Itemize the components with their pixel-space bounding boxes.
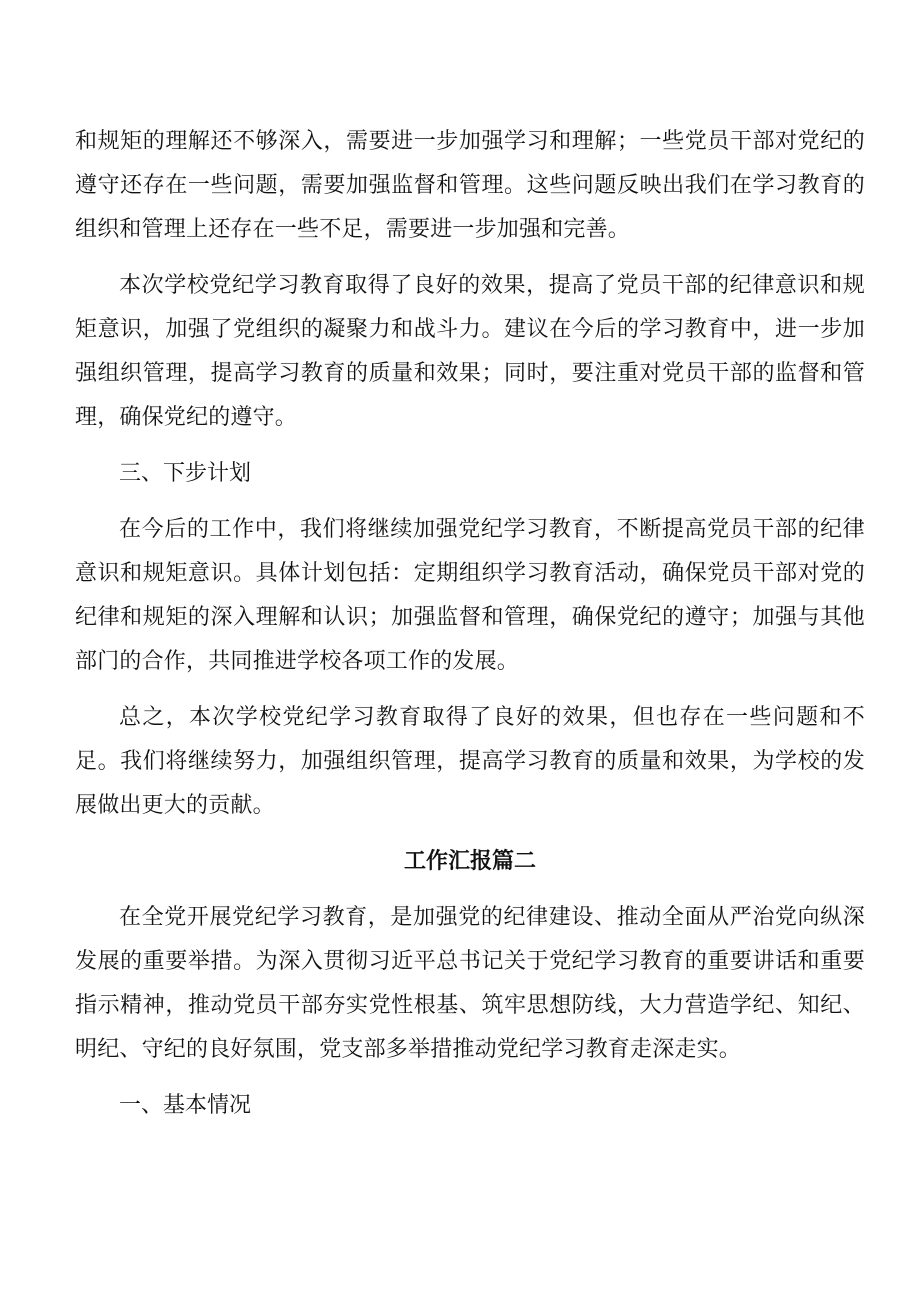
paragraph-conclusion: 总之，本次学校党纪学习教育取得了良好的效果，但也存在一些问题和不足。我们将继续努力，加强组织管理，提高学习教育的质量和效果，为学校的发展做出更大的贡献。: [75, 705, 865, 818]
section-heading-basic-situation: 一、基本情况: [119, 1093, 252, 1118]
paragraph-continuation: 和规矩的理解还不够深入，需要进一步加强学习和理解；一些党员干部对党纪的遵守还存在一些问题，需要加强监督和管理。这些问题反映出我们在学习教育的组织和管理上还存在一些不足，需要进一步加强和完善。: [75, 129, 865, 242]
document-page: [75, 120, 865, 1140]
section-heading-next-steps: 三、下步计划: [119, 461, 252, 486]
paragraph-summary: 本次学校党纪学习教育取得了良好的效果，提高了党员干部的纪律意识和规矩意识，加强了党组织的凝聚力和战斗力。建议在今后的学习教育中，进一步加强组织管理，提高学习教育的质量和效果；同时，要注重对党员干部的监督和管理，确保党纪的遵守。: [75, 273, 865, 430]
paragraph-plan: 在今后的工作中，我们将继续加强党纪学习教育，不断提高党员干部的纪律意识和规矩意识。具体计划包括：定期组织学习教育活动，确保党员干部对党的纪律和规矩的深入理解和认识；加强监督和管理，确保党纪的遵守；加强与其他部门的合作，共同推进学校各项工作的发展。: [75, 517, 865, 674]
article-title: 工作汇报篇二: [403, 849, 536, 874]
paragraph-intro: 在全党开展党纪学习教育，是加强党的纪律建设、推动全面从严治党向纵深发展的重要举措。为深入贯彻习近平总书记关于党纪学习教育的重要讲话和重要指示精神，推动党员干部夯实党性根基、筑牢思想防线，大力营造学纪、知纪、明纪、守纪的良好氛围，党支部多举措推动党纪学习教育走深走实。: [75, 905, 865, 1062]
